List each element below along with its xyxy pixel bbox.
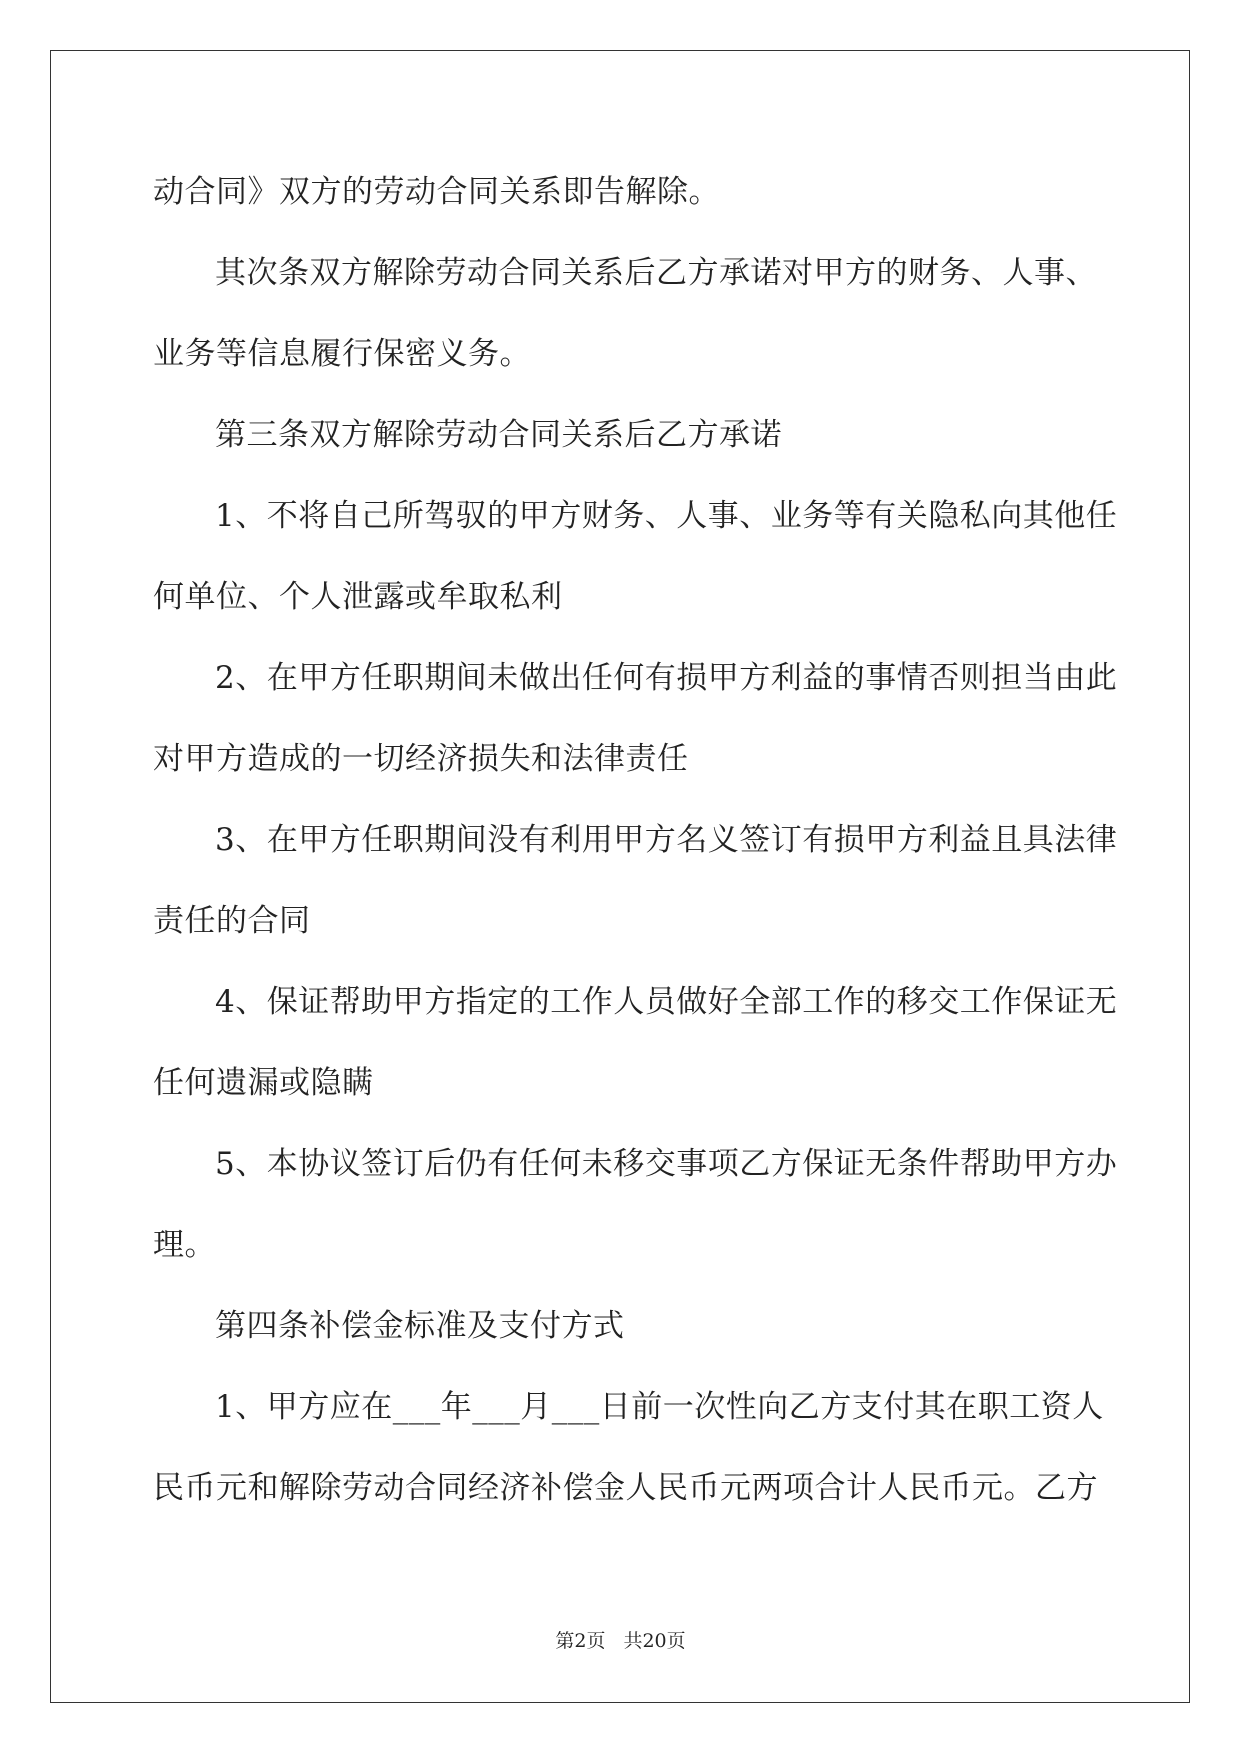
body-line-14: 理。 <box>153 1227 216 1263</box>
body-line-2: 其次条双方解除劳动合同关系后乙方承诺对甲方的财务、人事、 <box>215 255 1097 291</box>
body-line-11: 4、保证帮助甲方指定的工作人员做好全部工作的移交工作保证无 <box>215 984 1118 1020</box>
page-number-current: 第2页 <box>555 1630 606 1652</box>
body-line-3: 业务等信息履行保密义务。 <box>153 336 531 372</box>
body-line-9: 3、在甲方任职期间没有利用甲方名义签订有损甲方利益且具法律 <box>215 822 1118 858</box>
body-line-17: 民币元和解除劳动合同经济补偿金人民币元两项合计人民币元。乙方 <box>153 1470 1098 1506</box>
page-number-total: 共20页 <box>623 1630 686 1652</box>
body-line-6: 何单位、个人泄露或牟取私利 <box>153 579 563 615</box>
body-line-7: 2、在甲方任职期间未做出任何有损甲方利益的事情否则担当由此 <box>215 660 1118 696</box>
page-border <box>50 50 1190 1703</box>
page-footer <box>0 1629 1241 1653</box>
body-line-5: 1、不将自己所驾驭的甲方财务、人事、业务等有关隐私向其他任 <box>215 498 1118 534</box>
body-line-13: 5、本协议签订后仍有任何未移交事项乙方保证无条件帮助甲方办 <box>215 1146 1118 1182</box>
body-line-16: 1、甲方应在___年___月___日前一次性向乙方支付其在职工资人 <box>215 1389 1104 1425</box>
body-line-15: 第四条补偿金标准及支付方式 <box>215 1308 625 1344</box>
body-line-1: 动合同》双方的劳动合同关系即告解除。 <box>153 174 720 210</box>
body-line-8: 对甲方造成的一切经济损失和法律责任 <box>153 741 689 777</box>
body-line-4: 第三条双方解除劳动合同关系后乙方承诺 <box>215 417 782 453</box>
body-line-10: 责任的合同 <box>153 903 311 939</box>
body-line-12: 任何遗漏或隐瞒 <box>153 1065 374 1101</box>
